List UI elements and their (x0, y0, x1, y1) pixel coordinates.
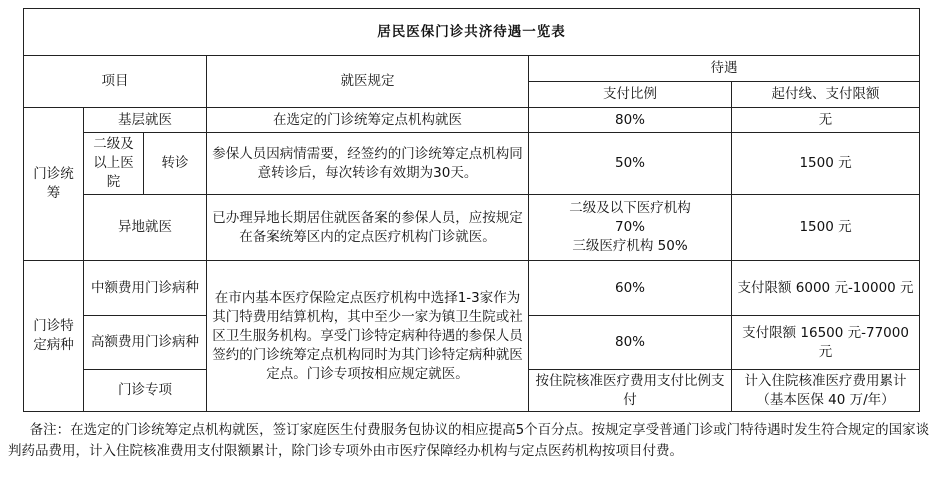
rule-primary: 在选定的门诊统筹定点机构就医 (207, 108, 529, 133)
rule-offsite: 已办理异地长期居住就医备案的参保人员，应按规定在备案统筹区内的定点医疗机构门诊就医。 (207, 195, 529, 261)
limit-primary: 无 (732, 108, 920, 133)
header-ratio: 支付比例 (529, 82, 732, 108)
rule-special: 在市内基本医疗保险定点医疗机构中选择1-3家作为其门特费用结算机构，其中至少一家为镇卫生院或社区卫生服务机构。享受门诊特定病种待遇的参保人员签约的门诊统筹定点机构同时为其门诊特定病种就医定点。门诊专项按相应规定就医。 (207, 261, 529, 412)
item-primary: 基层就医 (84, 108, 207, 133)
limit-high: 支付限额 16500 元-77000 元 (732, 316, 920, 370)
item-offsite: 异地就医 (84, 195, 207, 261)
item-referral: 转诊 (144, 133, 207, 195)
ratio-offsite-line3: 三级医疗机构 50% (572, 238, 688, 254)
header-limit: 起付线、支付限额 (732, 82, 920, 108)
item-special: 门诊专项 (84, 370, 207, 412)
ratio-referral: 50% (529, 133, 732, 195)
limit-referral: 1500 元 (732, 133, 920, 195)
group-special-disease: 门诊特定病种 (24, 261, 84, 412)
table-title: 居民医保门诊共济待遇一览表 (24, 9, 920, 56)
header-rule: 就医规定 (207, 56, 529, 108)
item-referral-level: 二级及以上医院 (84, 133, 144, 195)
ratio-medium: 60% (529, 261, 732, 316)
header-benefit: 待遇 (529, 56, 920, 82)
benefit-table (23, 8, 920, 412)
footnote (8, 420, 934, 462)
ratio-offsite-line2: 70% (614, 219, 645, 235)
limit-offsite: 1500 元 (732, 195, 920, 261)
ratio-special: 按住院核准医疗费用支付比例支付 (529, 370, 732, 412)
ratio-high: 80% (529, 316, 732, 370)
limit-special: 计入住院核准医疗费用累计（基本医保 40 万/年） (732, 370, 920, 412)
ratio-primary: 80% (529, 108, 732, 133)
rule-referral: 参保人员因病情需要，经签约的门诊统筹定点机构同意转诊后，每次转诊有效期为30天。 (207, 133, 529, 195)
ratio-offsite (529, 195, 732, 261)
item-high: 高额费用门诊病种 (84, 316, 207, 370)
group-outpatient-pooling: 门诊统筹 (24, 108, 84, 261)
header-item: 项目 (24, 56, 207, 108)
limit-medium: 支付限额 6000 元-10000 元 (732, 261, 920, 316)
footnote-text: 备注：在选定的门诊统筹定点机构就医，签订家庭医生付费服务包协议的相应提高5个百分点。按规定享受普通门诊或门特待遇时发生符合规定的国家谈判药品费用，计入住院核准费用支付限额累计，除门诊专项外由市医疗保障经办机构与定点医药机构按项目付费。 (8, 422, 930, 459)
item-medium: 中额费用门诊病种 (84, 261, 207, 316)
ratio-offsite-line1: 二级及以下医疗机构 (569, 200, 691, 216)
